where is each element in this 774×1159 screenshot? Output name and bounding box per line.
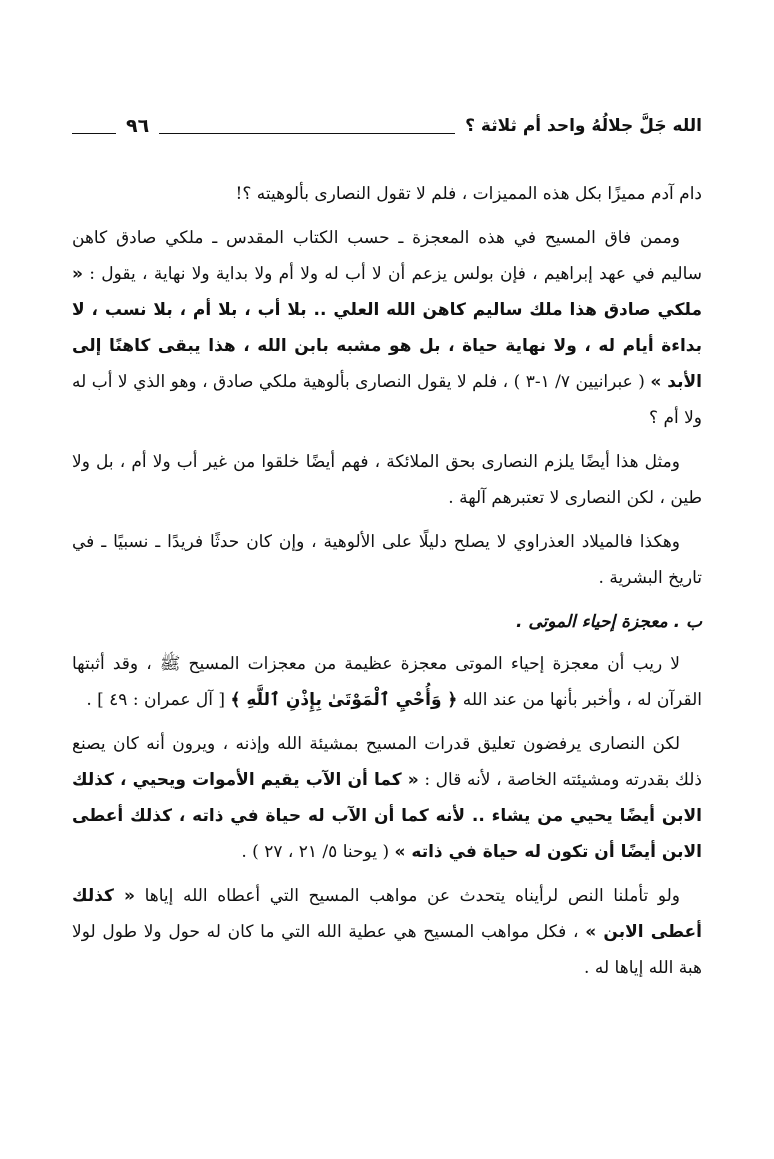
- quoted-text: « كما أن الآب يقيم الأموات ويحيي ، كذلك الابن أيضًا يحيي من يشاء .. لأنه كما أن الآب له حياة في ذاته ، كذلك أعطى الابن أيضًا أن تكون له حياة في ذاته »: [72, 770, 702, 862]
- paragraph-6: [72, 726, 702, 870]
- paragraph-text: ومثل هذا أيضًا يلزم النصارى بحق الملائكة ، فهم أيضًا خلقوا من غير أب ولا أم ، بل ولا طين ، لكن النصارى لا تعتبرهم آلهة .: [72, 452, 702, 508]
- paragraph-text: ( عبرانيين ٧/ ١-٣ ) ، فلم لا يقول النصارى بألوهية ملكي صادق ، وهو الذي لا أب له ولا أم ؟: [72, 372, 702, 428]
- header-rule: [159, 133, 455, 134]
- page-header: [72, 106, 702, 146]
- paragraph-1: [72, 176, 702, 212]
- paragraph-text: ( يوحنا ٥/ ٢١ ، ٢٧ ) .: [241, 842, 395, 862]
- paragraph-text: لكن النصارى يرفضون تعليق قدرات المسيح بمشيئة الله وإذنه ، ويرون أنه كان يصنع ذلك بقدرته ومشيئته الخاصة ، لأنه قال :: [72, 734, 702, 790]
- paragraph-text: [ آل عمران : ٤٩ ] .: [86, 690, 231, 710]
- paragraph-text: وممن فاق المسيح في هذه المعجزة ـ حسب الكتاب المقدس ـ ملكي صادق كاهن ساليم في عهد إبراهيم ، فإن بولس يزعم أن لا أب له ولا أم ولا بداية ولا نهاية ، يقول :: [72, 228, 702, 284]
- paragraph-text: دام آدم مميزًا بكل هذه المميزات ، فلم لا تقول النصارى بألوهيته ؟!: [235, 184, 702, 204]
- paragraph-text: ، فكل مواهب المسيح هي عطية الله التي ما كان له حول ولا طول لولا هبة الله إياها له .: [72, 922, 702, 978]
- paragraph-5: [72, 646, 702, 718]
- quran-verse: ﴿ وَأُحْيِ ٱلْمَوْتَىٰ بِإِذْنِ ٱللَّهِ ﴾: [230, 690, 458, 710]
- quoted-text: « ملكي صادق هذا ملك ساليم كاهن الله العلي .. بلا أب ، بلا أم ، بلا نسب ، لا بداءة أيام له ، ولا نهاية حياة ، بل هو مشبه بابن الله ، هذا يبقى كاهنًا إلى الأبد »: [72, 264, 702, 392]
- quoted-text: « كذلك أعطى الابن »: [72, 886, 702, 942]
- paragraph-4: [72, 524, 702, 596]
- header-rule-tail: [72, 133, 116, 134]
- paragraph-3: [72, 444, 702, 516]
- page-number: ٩٦: [126, 115, 150, 137]
- paragraph-7: [72, 878, 702, 986]
- section-heading: ب . معجزة إحياء الموتى .: [515, 612, 702, 632]
- paragraph-2: [72, 220, 702, 436]
- paragraph-text: وهكذا فالميلاد العذراوي لا يصلح دليلًا على الألوهية ، وإن كان حدثًا فريدًا ـ نسبيًا ـ في تاريخ البشرية .: [72, 532, 702, 588]
- paragraph-text: لا ريب أن معجزة إحياء الموتى معجزة عظيمة من معجزات المسيح ﷺ ، وقد أثبتها القرآن له ، وأخبر بأنها من عند الله: [72, 654, 702, 710]
- paragraph-text: ولو تأملنا النص لرأيناه يتحدث عن مواهب المسيح التي أعطاه الله إياها: [135, 886, 680, 906]
- page-body: [72, 176, 702, 994]
- running-title: الله جَلَّ جلالُهُ واحد أم ثلاثة ؟: [465, 116, 702, 136]
